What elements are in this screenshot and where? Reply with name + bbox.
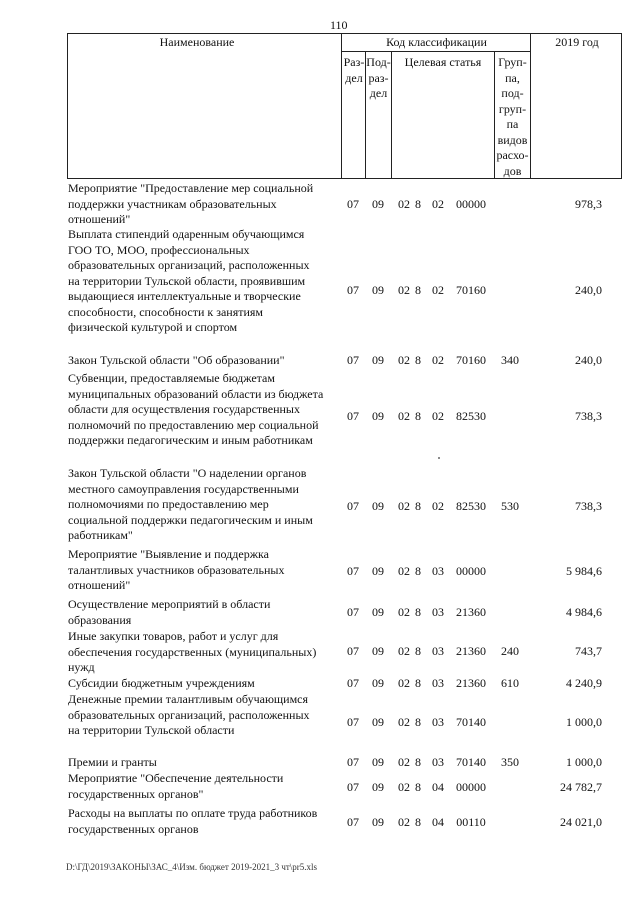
cell-subprogram: 8 [415, 564, 421, 578]
header-name: Наименование [159, 35, 235, 49]
cell-subsection: 09 [372, 605, 384, 619]
cell-event: 03 [432, 644, 444, 658]
row-name: Осуществление мероприятий в области образования [68, 597, 271, 627]
cell-direction: 00000 [456, 564, 486, 578]
cell-subprogram: 8 [415, 644, 421, 658]
cell-amount: 738,3 [575, 499, 602, 513]
cell-subprogram: 8 [415, 197, 421, 211]
cell-expense-type: 340 [501, 353, 519, 367]
cell-subsection: 09 [372, 780, 384, 794]
cell-direction: 21360 [456, 605, 486, 619]
cell-subprogram: 8 [415, 353, 421, 367]
cell-event: 02 [432, 283, 444, 297]
cell-direction: 70140 [456, 755, 486, 769]
cell-event: 03 [432, 715, 444, 729]
row-name: Премии и гранты [68, 755, 157, 769]
cell-subprogram: 8 [415, 780, 421, 794]
row-name: Расходы на выплаты по оплате труда работников государственных органов [68, 806, 318, 836]
cell-section: 07 [347, 780, 359, 794]
cell-event: 03 [432, 564, 444, 578]
cell-amount: 4 240,9 [566, 676, 602, 690]
cell-section: 07 [347, 197, 359, 211]
cell-amount: 5 984,6 [566, 564, 602, 578]
cell-amount: 1 000,0 [566, 755, 602, 769]
cell-subsection: 09 [372, 676, 384, 690]
cell-direction: 21360 [456, 644, 486, 658]
row-name: Иные закупки товаров, работ и услуг для обеспечения государственных (муниципальных) нужд [68, 629, 317, 674]
cell-program: 02 [398, 283, 410, 297]
row-name: Мероприятие "Выявление и поддержка талантливых участников образовательных отношений" [68, 547, 285, 592]
cell-direction: 00110 [456, 815, 486, 829]
cell-amount: 738,3 [575, 409, 602, 423]
cell-subprogram: 8 [415, 715, 421, 729]
cell-event: 03 [432, 676, 444, 690]
cell-subprogram: 8 [415, 605, 421, 619]
cell-subprogram: 8 [415, 409, 421, 423]
cell-program: 02 [398, 644, 410, 658]
cell-program: 02 [398, 564, 410, 578]
row-name: Выплата стипендий одаренным обучающимся ГОО ТО, МОО, профессиональных образовательных организаций, расположенных на территории Тульской области, проявившим выдающиеся интеллектуальные и творческие способности, способности к занятиям физической культурой и спортом [68, 227, 310, 334]
cell-subsection: 09 [372, 499, 384, 513]
cell-subsection: 09 [372, 283, 384, 297]
cell-event: 02 [432, 409, 444, 423]
row-name: Закон Тульской области "Об образовании" [68, 353, 285, 367]
cell-direction: 70160 [456, 353, 486, 367]
cell-expense-type: 610 [501, 676, 519, 690]
header-classification: Код классификации [386, 35, 487, 49]
header-subsection: Под- раз- дел [366, 55, 391, 100]
cell-direction: 00000 [456, 780, 486, 794]
cell-subsection: 09 [372, 815, 384, 829]
file-path-footer: D:\ГД\2019\ЗАКОНЫ\ЗАС_4\Изм. бюджет 2019-2021_3 чт\pr5.xls [66, 862, 318, 872]
cell-subprogram: 8 [415, 815, 421, 829]
cell-section: 07 [347, 283, 359, 297]
cell-program: 02 [398, 197, 410, 211]
cell-amount: 1 000,0 [566, 715, 602, 729]
cell-subprogram: 8 [415, 283, 421, 297]
cell-subsection: 09 [372, 197, 384, 211]
cell-amount: 24 021,0 [560, 815, 602, 829]
cell-program: 02 [398, 780, 410, 794]
cell-event: 04 [432, 780, 444, 794]
cell-program: 02 [398, 815, 410, 829]
cell-amount: 240,0 [575, 283, 602, 297]
cell-program: 02 [398, 755, 410, 769]
cell-expense-type: 530 [501, 499, 519, 513]
cell-subsection: 09 [372, 564, 384, 578]
row-name: Закон Тульской области "О наделении органов местного самоуправления государственными полномочиями по предоставлению мер социальной поддержки педагогическим и иным работникам" [68, 466, 313, 542]
cell-amount: 743,7 [575, 644, 602, 658]
scan-speck [438, 457, 440, 459]
cell-section: 07 [347, 755, 359, 769]
header-expense-group: Груп- па, под- груп- па видов расхо- дов [496, 55, 529, 178]
cell-expense-type: 240 [501, 644, 519, 658]
cell-amount: 240,0 [575, 353, 602, 367]
cell-event: 03 [432, 755, 444, 769]
cell-program: 02 [398, 499, 410, 513]
row-name: Субсидии бюджетным учреждениям [68, 676, 255, 690]
cell-section: 07 [347, 676, 359, 690]
cell-amount: 24 782,7 [560, 780, 602, 794]
page-number: 110 [330, 18, 348, 32]
row-name: Мероприятие "Обеспечение деятельности государственных органов" [68, 771, 284, 801]
cell-section: 07 [347, 564, 359, 578]
cell-subsection: 09 [372, 644, 384, 658]
cell-section: 07 [347, 353, 359, 367]
cell-section: 07 [347, 715, 359, 729]
cell-event: 02 [432, 353, 444, 367]
cell-section: 07 [347, 499, 359, 513]
cell-subprogram: 8 [415, 755, 421, 769]
cell-direction: 82530 [456, 499, 486, 513]
cell-amount: 978,3 [575, 197, 602, 211]
cell-subsection: 09 [372, 755, 384, 769]
cell-subprogram: 8 [415, 499, 421, 513]
header-section: Раз- дел [343, 55, 365, 85]
cell-section: 07 [347, 409, 359, 423]
cell-subsection: 09 [372, 409, 384, 423]
row-name: Мероприятие "Предоставление мер социальной поддержки участникам образовательных отношений" [68, 181, 314, 226]
cell-direction: 70140 [456, 715, 486, 729]
cell-section: 07 [347, 815, 359, 829]
cell-direction: 70160 [456, 283, 486, 297]
cell-direction: 21360 [456, 676, 486, 690]
cell-direction: 00000 [456, 197, 486, 211]
header-year: 2019 год [555, 35, 599, 49]
table-header [67, 33, 622, 179]
row-name: Денежные премии талантливым обучающимся образовательных организаций, расположенных на территории Тульской области [68, 692, 310, 737]
cell-event: 02 [432, 499, 444, 513]
cell-subprogram: 8 [415, 676, 421, 690]
cell-program: 02 [398, 715, 410, 729]
cell-event: 04 [432, 815, 444, 829]
cell-section: 07 [347, 605, 359, 619]
cell-program: 02 [398, 605, 410, 619]
header-target: Целевая статья [404, 55, 482, 69]
cell-event: 02 [432, 197, 444, 211]
cell-direction: 82530 [456, 409, 486, 423]
cell-event: 03 [432, 605, 444, 619]
cell-amount: 4 984,6 [566, 605, 602, 619]
cell-program: 02 [398, 676, 410, 690]
cell-program: 02 [398, 409, 410, 423]
cell-expense-type: 350 [501, 755, 519, 769]
cell-section: 07 [347, 644, 359, 658]
row-name: Субвенции, предоставляемые бюджетам муниципальных образований области из бюджета области для осуществления государственных полномочий по предоставлению мер социальной поддержки педагогическим и иным работникам [68, 371, 324, 447]
cell-program: 02 [398, 353, 410, 367]
cell-subsection: 09 [372, 715, 384, 729]
cell-subsection: 09 [372, 353, 384, 367]
